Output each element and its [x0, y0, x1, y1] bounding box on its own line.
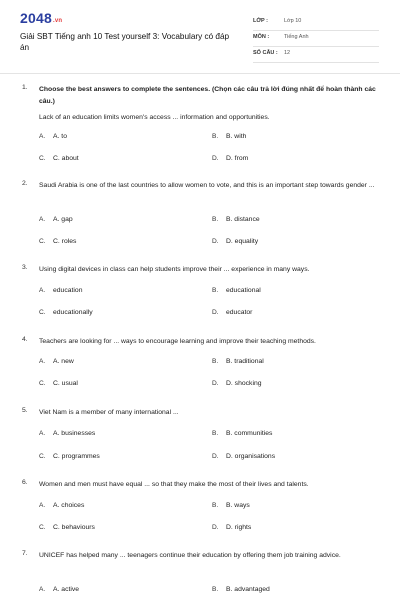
option-letter: D. — [212, 380, 219, 387]
option-letter: A. — [39, 287, 46, 294]
logo-suffix: .vn — [52, 18, 63, 24]
option-letter: B. — [212, 133, 219, 140]
option-letter: D. — [212, 155, 219, 162]
question-text: Saudi Arabia is one of the last countries to allow women to vote, and this is an important step towards gender ... — [39, 182, 375, 189]
option-letter: D. — [212, 524, 219, 531]
option-letter: C. — [39, 155, 46, 162]
option-letter: C. — [39, 380, 46, 387]
option-letter: A. — [39, 586, 46, 593]
option-c[interactable] — [39, 524, 95, 531]
option-letter: A. — [39, 430, 46, 437]
option-letter: A. — [39, 133, 46, 140]
option-letter: A. — [39, 502, 46, 509]
question-number: 2. — [22, 180, 28, 187]
option-c[interactable] — [39, 155, 79, 162]
option-letter: B. — [212, 586, 219, 593]
option-text: D. equality — [226, 238, 259, 245]
option-b[interactable] — [212, 216, 260, 223]
question-text: Teachers are looking for ... ways to encourage learning and improve their teaching methods. — [39, 338, 316, 345]
meta-row-count — [253, 46, 379, 63]
option-text: C. usual — [53, 380, 78, 387]
option-text: A. active — [53, 586, 80, 593]
header-divider — [0, 73, 400, 74]
option-d[interactable] — [212, 524, 251, 531]
option-text: C. behaviours — [53, 524, 95, 531]
option-text: educationally — [53, 309, 93, 316]
page-title: Giải SBT Tiếng anh 10 Test yourself 3: Vocabulary có đáp án — [20, 32, 230, 52]
option-text: C. about — [53, 155, 79, 162]
option-text: B. distance — [226, 216, 260, 223]
option-text: A. businesses — [53, 430, 96, 437]
option-b[interactable] — [212, 133, 246, 140]
option-text: D. organisations — [226, 453, 276, 460]
option-letter: B. — [212, 502, 219, 509]
option-letter: A. — [39, 216, 46, 223]
meta-value: Tiếng Anh — [284, 34, 309, 40]
meta-key: MÔN : — [253, 34, 270, 40]
option-letter: D. — [212, 309, 219, 316]
option-a[interactable] — [39, 287, 82, 294]
meta-row-class — [253, 14, 379, 31]
option-c[interactable] — [39, 238, 76, 245]
question-text: UNICEF has helped many ... teenagers continue their education by offering them job training advice. — [39, 552, 341, 559]
option-d[interactable] — [212, 380, 262, 387]
option-text: educator — [226, 309, 253, 316]
option-letter: C. — [39, 524, 46, 531]
option-text: D. shocking — [226, 380, 262, 387]
option-text: education — [53, 287, 83, 294]
meta-key: SỐ CÂU : — [253, 50, 278, 56]
option-text: A. new — [53, 358, 74, 365]
option-text: B. ways — [226, 502, 250, 509]
question-number: 6. — [22, 479, 28, 486]
meta-value: Lớp 10 — [284, 18, 302, 24]
option-c[interactable] — [39, 309, 93, 316]
option-letter: B. — [212, 358, 219, 365]
option-d[interactable] — [212, 453, 275, 460]
option-letter: C. — [39, 453, 46, 460]
option-text: B. advantaged — [226, 586, 270, 593]
page-header — [0, 0, 400, 68]
option-b[interactable] — [212, 586, 270, 593]
option-a[interactable] — [39, 133, 67, 140]
question-text: Women and men must have equal ... so that they make the most of their lives and talents. — [39, 481, 309, 488]
option-text: D. from — [226, 155, 249, 162]
option-c[interactable] — [39, 380, 78, 387]
question-text: Choose the best answers to complete the sentences. (Chọn các câu trả lời đúng nhất để hoàn thành các câu.) — [39, 86, 376, 105]
option-d[interactable] — [212, 238, 258, 245]
option-d[interactable] — [212, 309, 252, 316]
site-logo[interactable] — [20, 10, 62, 26]
option-d[interactable] — [212, 155, 248, 162]
meta-value: 12 — [284, 50, 291, 56]
option-letter: D. — [212, 238, 219, 245]
option-a[interactable] — [39, 358, 74, 365]
option-b[interactable] — [212, 502, 250, 509]
option-letter: B. — [212, 430, 219, 437]
question-number: 5. — [22, 407, 28, 414]
question-text: Viet Nam is a member of many international ... — [39, 409, 179, 416]
option-letter: C. — [39, 238, 46, 245]
option-letter: B. — [212, 287, 219, 294]
option-a[interactable] — [39, 216, 73, 223]
option-letter: A. — [39, 358, 46, 365]
option-c[interactable] — [39, 453, 100, 460]
option-text: B. communities — [226, 430, 273, 437]
option-b[interactable] — [212, 430, 272, 437]
option-text: D. rights — [226, 524, 252, 531]
option-a[interactable] — [39, 502, 84, 509]
option-a[interactable] — [39, 586, 79, 593]
option-letter: C. — [39, 309, 46, 316]
option-letter: D. — [212, 453, 219, 460]
question-number: 7. — [22, 550, 28, 557]
meta-key: LỚP : — [253, 18, 268, 24]
option-a[interactable] — [39, 430, 95, 437]
option-text: A. gap — [53, 216, 73, 223]
option-text: C. programmes — [53, 453, 100, 460]
question-number: 3. — [22, 264, 28, 271]
question-sentence: Lack of an education limits women's access ... information and opportunities. — [39, 114, 270, 121]
logo-text: 2048 — [20, 10, 52, 26]
question-text: Using digital devices in class can help students improve their ... experience in many ways. — [39, 266, 310, 273]
option-text: A. to — [53, 133, 67, 140]
option-b[interactable] — [212, 358, 264, 365]
option-text: C. roles — [53, 238, 77, 245]
option-text: B. traditional — [226, 358, 264, 365]
meta-row-subject — [253, 30, 379, 47]
question-number: 1. — [22, 84, 28, 91]
question-number: 4. — [22, 336, 28, 343]
option-text: educational — [226, 287, 261, 294]
option-text: B. with — [226, 133, 247, 140]
option-text: A. choices — [53, 502, 85, 509]
option-letter: B. — [212, 216, 219, 223]
option-b[interactable] — [212, 287, 261, 294]
